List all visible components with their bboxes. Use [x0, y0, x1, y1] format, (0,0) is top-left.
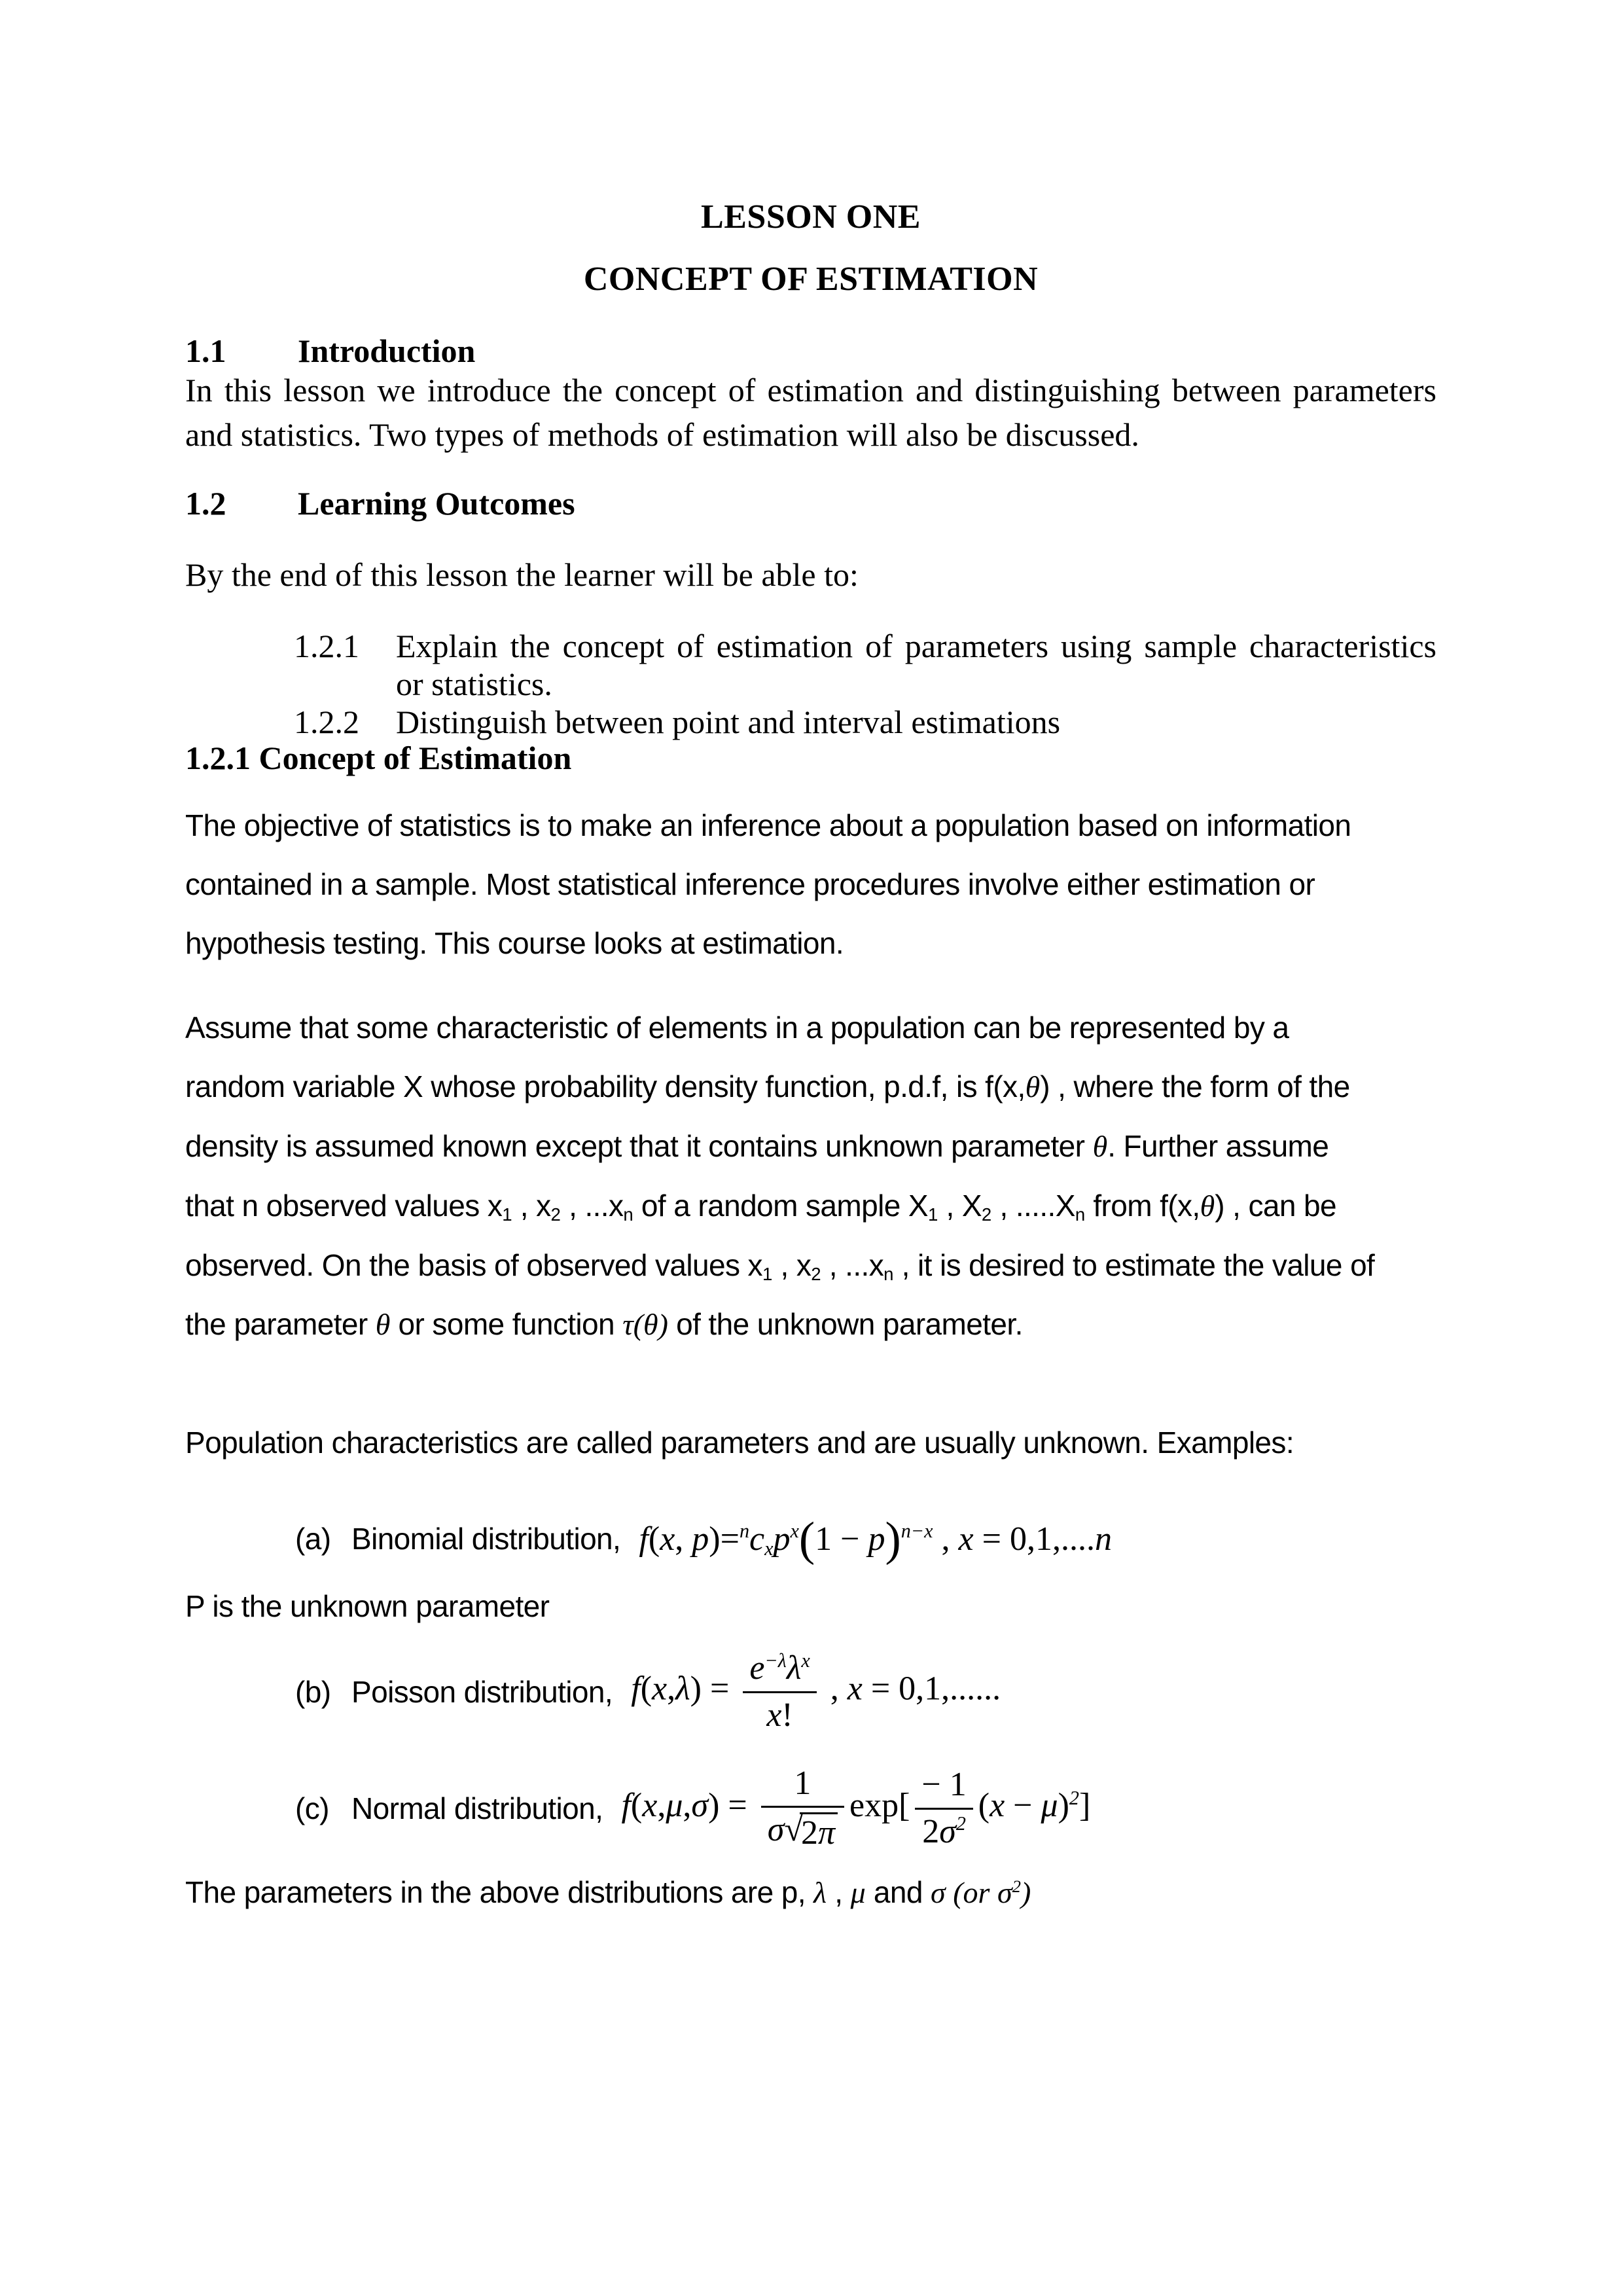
list-number: 1.2.2: [294, 704, 359, 740]
item-label: (b): [295, 1675, 331, 1709]
paragraph-line: contained in a sample. Most statistical inference procedures involve either estimation or: [185, 867, 1315, 901]
item-lead: Normal distribution,: [351, 1791, 611, 1825]
item-lead: Poisson distribution,: [351, 1675, 621, 1709]
section-title: Learning Outcomes: [298, 485, 575, 522]
list-line: or statistics.: [396, 666, 552, 702]
normal-formula: f(x,μ,σ) = 1 σ √ 2π exp[ $\frac{- 1}{2\sigma^2}$ $(x - \mu)^2$]: [621, 1764, 1091, 1852]
p-unknown-line: P is the unknown parameter: [185, 1589, 550, 1623]
list-line: Explain the concept of estimation of parameters using sample characteristics: [396, 628, 1436, 664]
section-title: Introduction: [298, 332, 476, 369]
paragraph-line: Population characteristics are called parameters and are usually unknown. Examples:: [185, 1426, 1294, 1460]
paragraph-line: hypothesis testing. This course looks at estimation.: [185, 926, 844, 960]
assume-paragraph: [185, 998, 1436, 1354]
section-1-2-1-heading: 1.2.1 Concept of Estimation: [185, 740, 572, 776]
section-number: 1.2: [185, 485, 226, 522]
paragraph-line: The objective of statistics is to make an inference about a population based on information: [185, 808, 1351, 842]
population-paragraph: [185, 1413, 1436, 1472]
concept-title: CONCEPT OF ESTIMATION: [583, 260, 1039, 298]
list-text: Distinguish between point and interval estimations: [396, 704, 1061, 740]
poisson-formula: f(x,λ) = $\frac{e^{-\lambda}\lambda^x}{x!}$ , x = 0,1,......: [631, 1649, 1001, 1734]
lesson-title: LESSON ONE: [701, 198, 921, 236]
item-label: (a): [295, 1522, 331, 1556]
parameters-summary: The parameters in the above distributions are p, λ , μ and σ (or $\sigma^2$): [185, 1875, 1031, 1909]
paragraph-line: and statistics. Two types of methods of estimation will also be discussed.: [185, 416, 1139, 453]
poisson-item: [295, 1636, 1436, 1748]
outcomes-lead: By the end of this lesson the learner will be able to:: [185, 556, 859, 593]
paragraph-line: the parameter θ or some function τ(θ) of the unknown parameter.: [185, 1307, 1023, 1341]
paragraph-line: Assume that some characteristic of elements in a population can be represented by a: [185, 1011, 1289, 1045]
objective-paragraph: [185, 796, 1436, 973]
item-label: (c): [295, 1791, 329, 1825]
paragraph-line: In this lesson we introduce the concept of estimation and distinguishing between parameters: [185, 372, 1436, 408]
list-number: 1.2.1: [294, 628, 359, 664]
item-lead: Binomial distribution,: [351, 1522, 629, 1556]
intro-paragraph: [185, 368, 1436, 457]
binomial-item: [295, 1502, 1436, 1575]
paragraph-line: observed. On the basis of observed values x1 , x2 , ...xn , it is desired to estimate the value of: [185, 1248, 1375, 1284]
paragraph-line: density is assumed known except that it contains unknown parameter θ. Further assume: [185, 1129, 1329, 1163]
normal-item: [295, 1748, 1436, 1869]
outcome-item-1: [294, 627, 1436, 703]
section-number: 1.1: [185, 332, 226, 369]
paragraph-line: that n observed values x1 , x2 , ...xn of a random sample X1 , X2 , .....Xn from f(x,θ) , can be: [185, 1189, 1337, 1225]
section-1-2-heading: [185, 486, 1436, 520]
paragraph-line: random variable X whose probability density function, p.d.f, is f(x,θ) , where the form of the: [185, 1069, 1350, 1103]
section-1-1-heading: [185, 334, 1436, 368]
binomial-formula: f(x, $p)=^ncxp^x(1 - p)^{n-x}$ , x = 0,1,....n: [639, 1511, 1112, 1565]
outcome-item-2: [294, 703, 1436, 741]
list-text: [396, 627, 1436, 703]
outcomes-list: [294, 627, 1436, 741]
